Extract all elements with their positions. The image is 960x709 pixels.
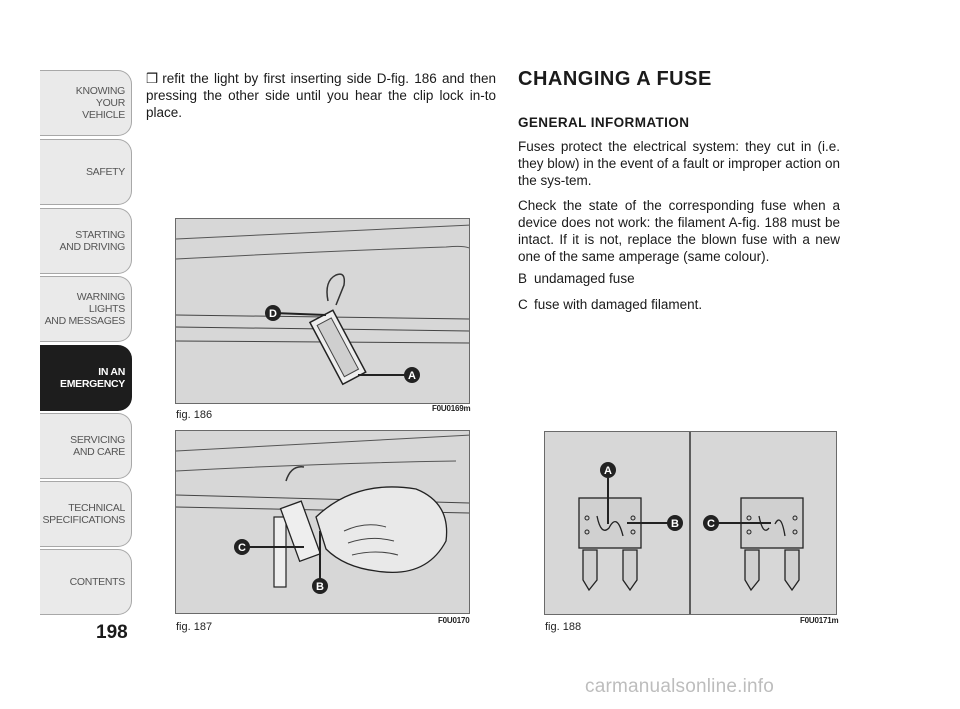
legend-key: B <box>518 271 528 286</box>
callout-a-label: A <box>408 370 416 382</box>
fuse-undamaged <box>579 498 641 590</box>
callout-b-label: B <box>316 581 324 593</box>
page-number: 198 <box>96 622 128 643</box>
tab-in-an-emergency[interactable]: IN AN EMERGENCY <box>40 345 132 411</box>
figure-186 <box>175 218 470 404</box>
bullet-text: refit the light by first inserting side D-fig. 186 and then pressing the other side until you hear the clip lock in-to place. <box>146 71 496 120</box>
paragraph-fuses-protect: Fuses protect the electrical system: they cut in (i.e. they blow) in the event of a fault or improper action on the sys-tem. <box>518 139 840 188</box>
tab-contents[interactable]: CONTENTS <box>40 549 132 615</box>
bullet-paragraph <box>146 70 496 121</box>
callout-c-label: C <box>707 518 715 530</box>
section-subtitle: GENERAL INFORMATION <box>518 115 690 130</box>
paragraph-check-state: Check the state of the corresponding fuse when a device does not work: the filament A-fig. 188 must be intact. If it is not, replace the blown fuse with a new one of the same amperage (same colour). <box>518 198 840 264</box>
fig186-illustration <box>176 219 470 404</box>
tab-servicing-and-care[interactable]: SERVICING AND CARE <box>40 413 132 479</box>
legend-item-b <box>518 270 635 287</box>
legend-text: undamaged fuse <box>534 271 635 286</box>
legend-item-c <box>518 296 702 313</box>
legend-text: fuse with damaged filament. <box>534 297 703 312</box>
callout-d-label: D <box>269 308 277 320</box>
fig188-code: F0U0171m <box>800 616 839 625</box>
tab-technical-specifications[interactable]: TECHNICAL SPECIFICATIONS <box>40 481 132 547</box>
tab-safety[interactable]: SAFETY <box>40 139 132 205</box>
tab-starting-and-driving[interactable]: STARTING AND DRIVING <box>40 208 132 274</box>
fuse-damaged <box>741 498 803 590</box>
fig187-code: F0U0170 <box>438 616 470 625</box>
tab-warning-lights[interactable]: WARNING LIGHTS AND MESSAGES <box>40 276 132 342</box>
watermark: carmanualsonline.info <box>585 676 775 697</box>
figure-187 <box>175 430 470 614</box>
legend-key: C <box>518 297 528 312</box>
fig186-caption: fig. 186 <box>176 409 213 421</box>
bullet-checkbox-icon: ❒ <box>146 71 159 86</box>
fig188-illustration <box>545 432 837 615</box>
callout-b-label: B <box>671 518 679 530</box>
fig188-caption: fig. 188 <box>545 621 582 633</box>
tab-knowing-your-vehicle[interactable]: KNOWING YOUR VEHICLE <box>40 70 132 136</box>
figure-188 <box>544 431 837 615</box>
fig186-code: F0U0169m <box>432 404 471 413</box>
fig187-caption: fig. 187 <box>176 621 213 633</box>
callout-c-label: C <box>238 542 246 554</box>
callout-a-label: A <box>604 465 612 477</box>
section-title: CHANGING A FUSE <box>518 68 712 90</box>
fig187-illustration <box>176 431 470 614</box>
